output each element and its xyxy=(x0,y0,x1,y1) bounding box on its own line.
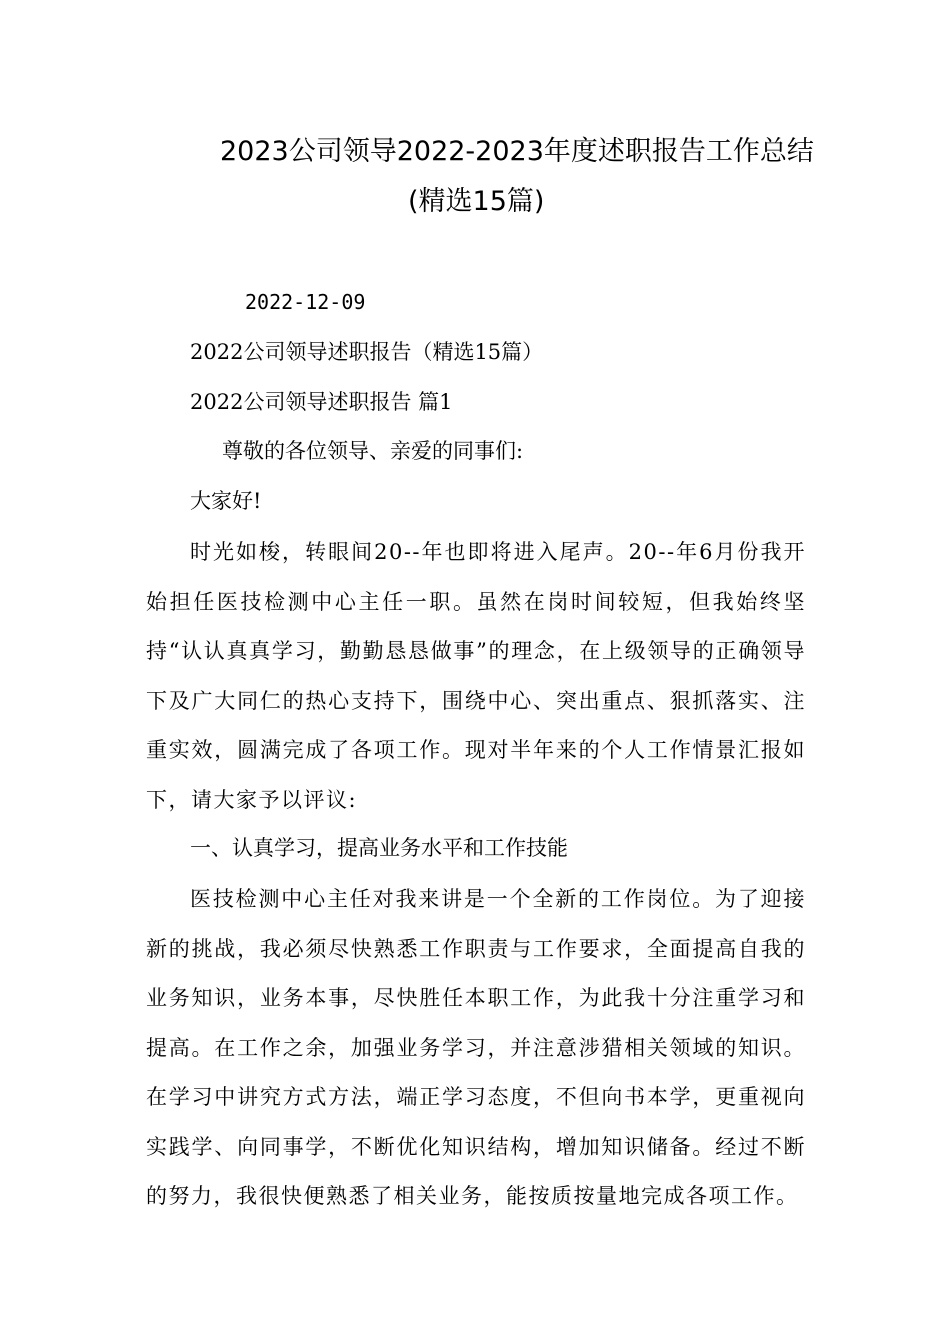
document-subtitle: 2022公司领导述职报告（精选15篇） xyxy=(190,340,544,364)
paragraph-learning: 医技检测中心主任对我来讲是一个全新的工作岗位。为了迎接新的挑战，我必须尽快熟悉工作职责与工作要求，全面提高自我的业务知识，业务本事，尽快胜任本职工作，为此我十分注重学习和提高。在工作之余，加强业务学习，并注意涉猎相关领域的知识。在学习中讲究方式方法，端正学习态度，不但向书本学，更重视向实践学、向同事学，不断优化知识结构，增加知识储备。经过不断的努力，我很快便熟悉了相关业务，能按质按量地完成各项工作。 xyxy=(146,887,806,1208)
document-title-line1: 2023公司领导2022-2023年度述职报告工作总结 xyxy=(220,136,814,167)
section-title: 2022公司领导述职报告 篇1 xyxy=(190,390,453,414)
greeting: 大家好! xyxy=(190,489,262,513)
paragraph-intro: 时光如梭，转眼间20--年也即将进入尾声。20--年6月份我开始担任医技检测中心主任一职。虽然在岗时间较短，但我始终坚持“认认真真学习，勤勤恳恳做事”的理念，在上级领导的正确领导下及广大同仁的热心支持下，围绕中心、突出重点、狠抓落实、注重实效，圆满完成了各项工作。现对半年来的个人工作情景汇报如下，请大家予以评议: xyxy=(146,540,806,812)
salutation: 尊敬的各位领导、亲爱的同事们: xyxy=(222,439,524,463)
document-date: 2022-12-09 xyxy=(245,290,366,314)
section-heading-1: 一、认真学习，提高业务水平和工作技能 xyxy=(190,836,568,860)
document-title-line2: (精选15篇) xyxy=(408,186,545,217)
